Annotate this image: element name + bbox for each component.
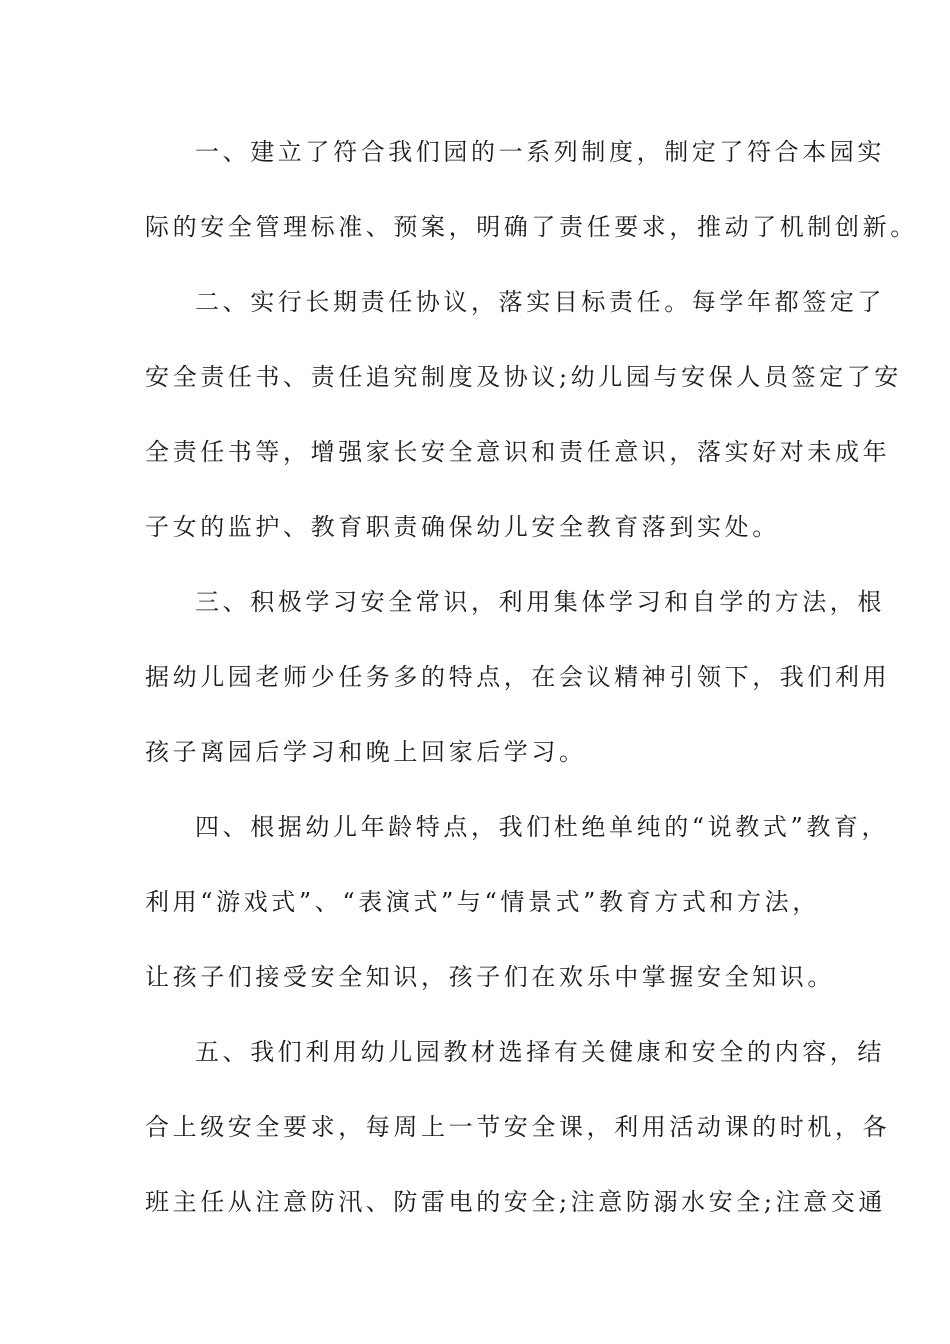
paragraph-1 [145, 128, 918, 278]
paragraph-line: 际的安全管理标准、预案，明确了责任要求，推动了机制创新。 [145, 213, 918, 241]
paragraph-line: 子女的监护、教育职责确保幼儿安全教育落到实处。 [145, 513, 780, 541]
paragraph-line: 二、实行长期责任协议，落实目标责任。每学年都签定了 [195, 288, 885, 316]
paragraph-3 [145, 578, 891, 803]
paragraph-2 [145, 278, 902, 578]
paragraph-5 [145, 1028, 891, 1253]
document-body [145, 128, 918, 1253]
paragraph-line: 合上级安全要求，每周上一节安全课，利用活动课的时机，各 [145, 1113, 891, 1141]
paragraph-line: 利用“游戏式”、“表演式”与“情景式”教育方式和方法， [145, 888, 820, 916]
paragraph-line: 四、根据幼儿年龄特点，我们杜绝单纯的“说教式”教育， [195, 813, 890, 841]
paragraph-line: 三、积极学习安全常识，利用集体学习和自学的方法，根 [195, 588, 885, 616]
paragraph-line: 五、我们利用幼儿园教材选择有关健康和安全的内容，结 [195, 1038, 885, 1066]
paragraph-4 [145, 803, 890, 1028]
paragraph-line: 据幼儿园老师少任务多的特点，在会议精神引领下，我们利用 [145, 663, 891, 691]
paragraph-line: 班主任从注意防汛、防雷电的安全;注意防溺水安全;注意交通 [145, 1188, 886, 1216]
paragraph-line: 让孩子们接受安全知识，孩子们在欢乐中掌握安全知识。 [145, 963, 835, 991]
paragraph-line: 安全责任书、责任追究制度及协议;幼儿园与安保人员签定了安 [145, 363, 902, 391]
paragraph-line: 一、建立了符合我们园的一系列制度，制定了符合本园实 [195, 138, 885, 166]
paragraph-line: 孩子离园后学习和晚上回家后学习。 [145, 738, 587, 766]
paragraph-line: 全责任书等，增强家长安全意识和责任意识，落实好对未成年 [145, 438, 891, 466]
